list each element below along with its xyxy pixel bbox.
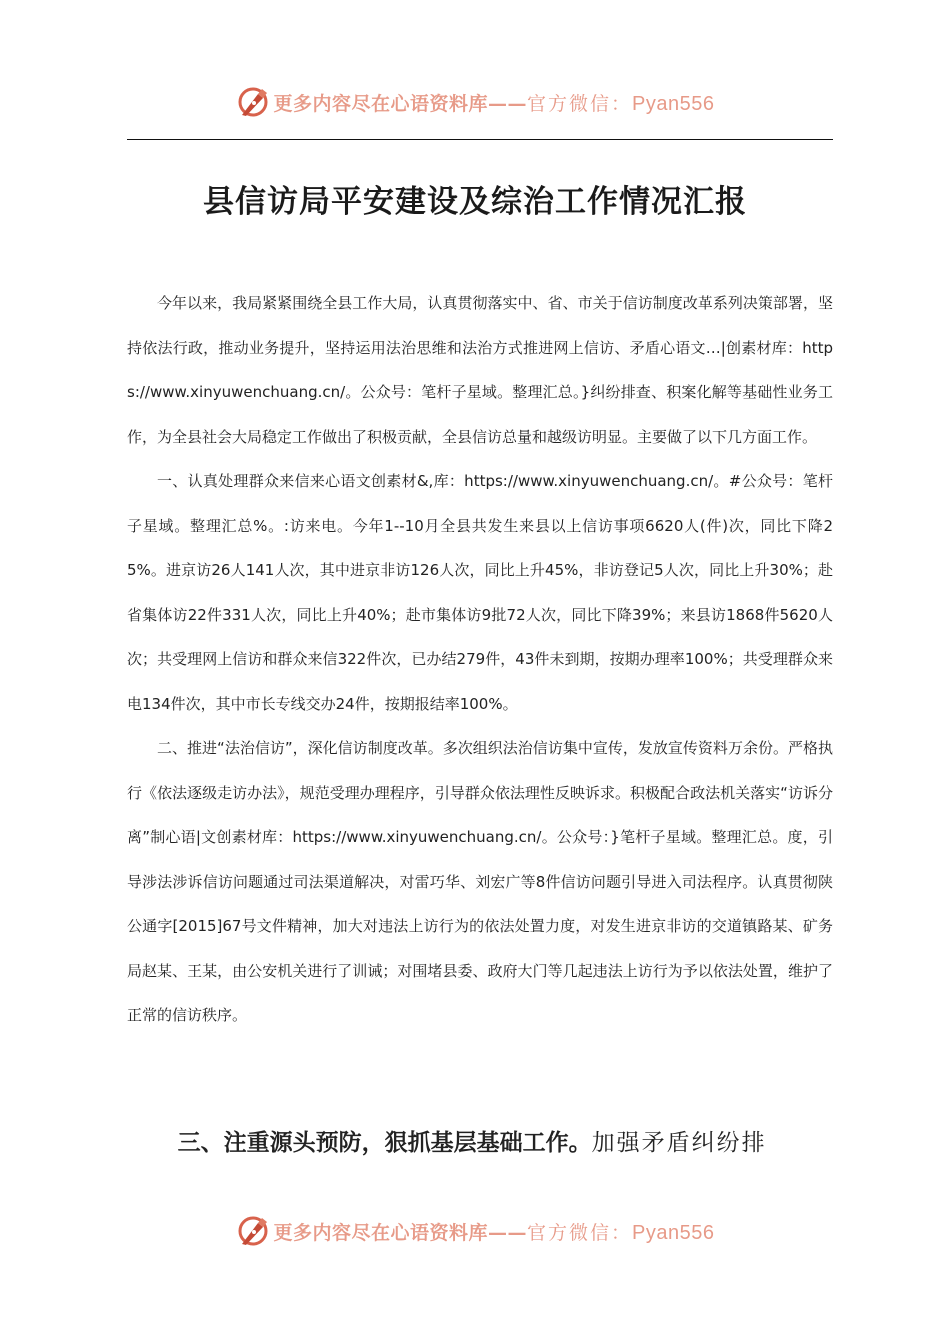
banner-wechat-id: Pyan556: [632, 1221, 715, 1244]
header-watermark-banner: [0, 82, 950, 122]
banner-text: [274, 1218, 715, 1245]
header-divider: [127, 139, 833, 140]
banner-wechat-id: Pyan556: [632, 92, 715, 115]
pen-nib-logo-icon: [236, 85, 270, 119]
banner-text: [274, 89, 715, 116]
banner-wechat-label: 官方微信：: [527, 1221, 633, 1244]
paragraph-section-1: 一、认真处理群众来信来心语文创素材&,库：https://www.xinyuwenchuang.cn/。#公众号：笔杆子星域。整理汇总%。:访来电。今年1--10月全县共发生来县以上信访事项6620人(件)次，同比下降25%。进京访26人141人次，其中进京非访126人次，同比上升45%，非访登记5人次，同比上升30%；赴省集体访22件331人次，同比上升40%；赴市集体访9批72人次，同比下降39%；来县访1868件5620人次；共受理网上信访和群众来信322件次，已办结279件，43件未到期，按期办理率100%；共受理群众来电134件次，其中市长专线交办24件，按期报结率100%。: [127, 472, 833, 713]
section-3-continued-text: 加强矛盾纠纷排: [591, 1130, 767, 1156]
footer-watermark-banner: [0, 1211, 950, 1251]
banner-site-name: 更多内容尽在心语资料库: [273, 92, 489, 115]
document-body: [127, 281, 833, 1038]
document-title: 县信访局平安建设及综治工作情况汇报: [203, 184, 747, 220]
banner-site-name: 更多内容尽在心语资料库: [273, 1221, 489, 1244]
banner-dash: ——: [488, 1221, 528, 1244]
paragraph-section-2: 二、推进“法治信访”，深化信访制度改革。多次组织法治信访集中宣传，发放宣传资料万余份。严格执行《依法逐级走访办法》，规范受理办理程序，引导群众依法理性反映诉求。积极配合政法机关落实“访诉分离”制心语|文创素材库：https://www.xinyuwenchuang.cn/。公众号：}笔杆子星域。整理汇总。度，引导涉法涉诉信访问题通过司法渠道解决，对雷巧华、刘宏广等8件信访问题引导进入司法程序。认真贯彻陕公通字[2015]67号文件精神，加大对违法上访行为的依法处置力度，对发生进京非访的交道镇路某、矿务局赵某、王某，由公安机关进行了训诫；对围堵县委、政府大门等几起违法上访行为予以依法处置，维护了正常的信访秩序。: [127, 739, 833, 1024]
paragraph-intro: 今年以来，我局紧紧围绕全县工作大局，认真贯彻落实中、省、市关于信访制度改革系列决策部署，坚持依法行政，推动业务提升，坚持运用法治思维和法治方式推进网上信访、矛盾心语文…|创素材库：https://www.xinyuwenchuang.cn/。公众号：笔杆子星域。整理汇总。}纠纷排查、积案化解等基础性业务工作，为全县社会大局稳定工作做出了积极贡献，全县信访总量和越级访明显。主要做了以下几方面工作。: [127, 294, 833, 446]
banner-dash: ——: [488, 92, 528, 115]
banner-wechat-label: 官方微信：: [527, 92, 633, 115]
section-3-bold-text: 三、注重源头预防，狠抓基层基础工作。: [177, 1130, 592, 1156]
pen-nib-logo-icon: [236, 1214, 270, 1248]
section-3-heading: [127, 1118, 833, 1168]
